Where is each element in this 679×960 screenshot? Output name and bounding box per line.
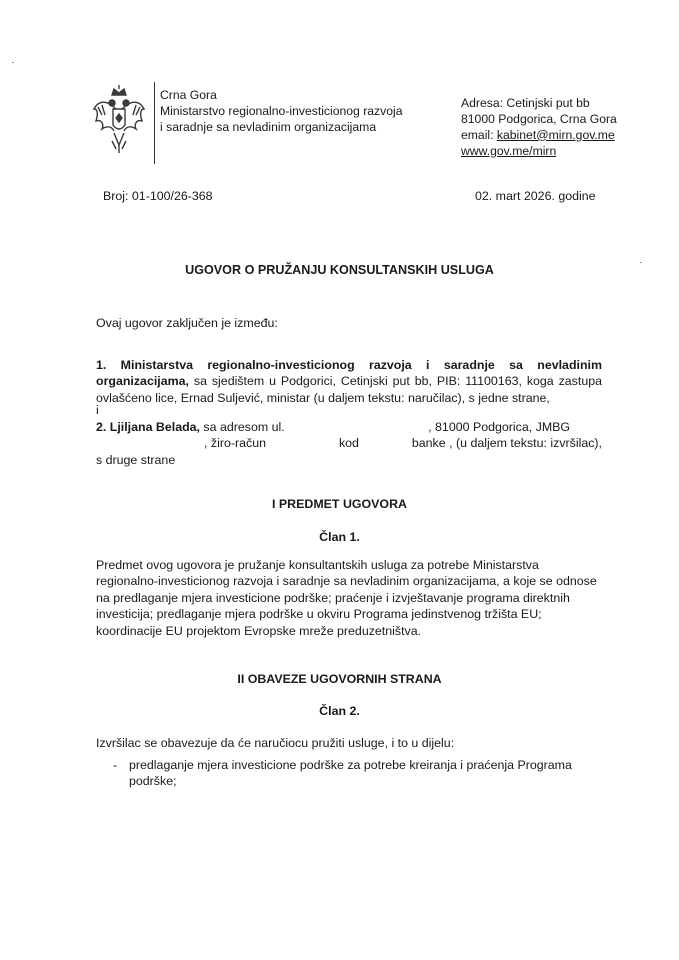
ministry-line: Ministarstvo regionalno-investicionog razvoja (160, 103, 403, 118)
party-1 (96, 357, 602, 406)
redacted-field (96, 439, 204, 449)
email-line (461, 128, 617, 144)
party-1-details: sa sjedištem u Podgorici, Cetinjski put bb, PIB: 11100163, koga zastupa ovlašćeno lice, Ernad Suljević, ministar (u daljem tekstu: naručilac), s jedne strane, (96, 374, 602, 405)
section-1-heading: I PREDMET UGOVORA (272, 497, 407, 511)
party-2-text: sa adresom ul. (199, 420, 285, 434)
ministry-block (160, 88, 403, 136)
party-2 (96, 419, 602, 468)
email-prefix: email: (461, 127, 497, 142)
party-2-text: banke , (u daljem tekstu: izvršilac), s druge strane (96, 436, 602, 467)
document-number: Broj: 01-100/26-368 (103, 189, 213, 203)
address-line: 81000 Podgorica, Crna Gora (461, 111, 617, 126)
ministry-line: Crna Gora (160, 88, 217, 102)
header-divider (154, 82, 155, 164)
email-link[interactable]: kabinet@mirn.gov.me (496, 127, 615, 142)
party-2-text: , žiro-račun (204, 436, 266, 451)
redacted-field (269, 439, 335, 449)
scan-mark (12, 62, 14, 63)
website-link[interactable]: www.gov.me/mirn (461, 143, 557, 158)
document-title: UGOVOR O PRUŽANJU KONSULTANSKIH USLUGA (185, 263, 494, 277)
party-2-name: 2. Ljiljana Belada, (96, 420, 200, 434)
list-item-text: predlaganje mjera investicione podrške za potrebe kreiranja i praćenja Programa podrške; (129, 758, 572, 789)
redacted-field (288, 423, 428, 433)
article-2-heading: Član 2. (319, 704, 360, 718)
article-2-intro: Izvršilac se obavezuje da će naručiocu pružiti usluge, i to u dijelu: (96, 736, 455, 750)
document-date: 02. mart 2026. godine (475, 189, 596, 203)
coat-of-arms-icon (92, 85, 146, 155)
redacted-field (362, 439, 408, 449)
party-2-text: kod (338, 436, 359, 451)
section-2-heading: II OBAVEZE UGOVORNIH STRANA (237, 672, 442, 686)
address-line: Adresa: Cetinjski put bb (461, 96, 590, 110)
article-1-text: Predmet ovog ugovora je pružanje konsultantskih usluga za potrebe Ministarstva regionalno-investicionog razvoja i saradnje sa nevladinim organizacijama, a koje se odnose na predlaganje mjera investicione podrške; praćenje i izvještavanje programa direktnih investicija; predlaganje mjera podrške u okviru Programa jedinstvenog tržišta EU; koordinacije EU projektom Evropske mreže preduzetništva. (96, 558, 597, 638)
dash-bullet: - (113, 758, 118, 772)
intro-text: Ovaj ugovor zaključen je između: (96, 316, 278, 330)
conjunction: i (96, 403, 99, 417)
party-1-name: 1. Ministarstva regionalno-investicionog razvoja i saradnje sa nevladinim organizacijama, (96, 358, 602, 389)
article-1-heading: Član 1. (319, 530, 360, 544)
address-block (461, 96, 617, 159)
ministry-line: i saradnje sa nevladinim organizacijama (160, 119, 377, 134)
party-2-text: , 81000 Podgorica, JMBG (428, 420, 571, 434)
list-item (113, 757, 572, 789)
